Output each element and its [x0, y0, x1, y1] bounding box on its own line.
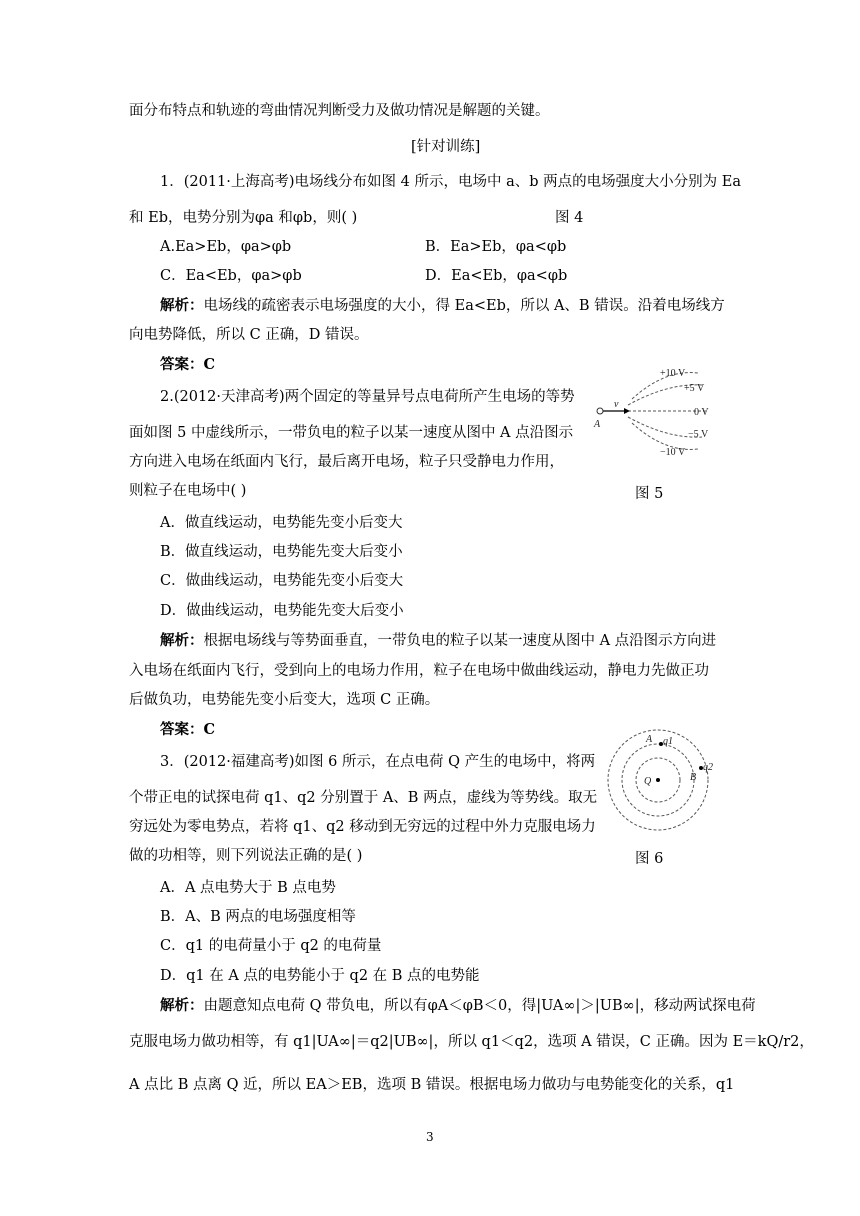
q3-line4: 做的功相等，则下列说法正确的是( )	[129, 848, 363, 864]
q3-analysis-text1: 由题意知点电荷 Q 带负电，所以有φA＜φB＜0，得|UA∞|＞|UB∞|，移动两试探电荷	[203, 998, 756, 1014]
q2-analysis-line2: 入电场在纸面内飞行，受到向上的电场力作用，粒子在电场中做曲线运动，静电力先做正功	[129, 663, 709, 679]
label-q: Q	[644, 776, 652, 787]
q2-option-b: B．做直线运动，电势能先变大后变小	[160, 544, 403, 560]
q2-answer: 答案：C	[160, 721, 216, 738]
label-q2: q2	[703, 762, 713, 773]
q3-line1: 3．(2012·福建高考)如图 6 所示，在点电荷 Q 产生的电场中，将两	[160, 754, 596, 770]
q2-line4: 则粒子在电场中( )	[129, 483, 247, 499]
q3-line3: 穷远处为零电势点，若将 q1、q2 移动到无穷远的过程中外力克服电场力	[129, 819, 596, 835]
q1-figure-caption: 图 4	[555, 210, 584, 226]
q1-analysis-line1	[160, 296, 725, 316]
q2-equipotential-figure	[590, 365, 730, 463]
q3-analysis-line1	[160, 996, 756, 1016]
q3-analysis-line2: 克服电场力做功相等，有 q1|UA∞|＝q2|UB∞|，所以 q1＜q2，选项 A 错误，C 正确。因为 E＝kQ/r2，	[129, 1034, 814, 1050]
label-plus10: +10 V	[660, 368, 686, 379]
q3-analysis-label: 解析：	[160, 997, 204, 1014]
page-number: 3	[426, 1130, 434, 1144]
label-point-b: B	[690, 772, 697, 783]
q1-line1: 1．(2011·上海高考)电场线分布如图 4 所示，电场中 a、b 两点的电场强度大小分别为 Ea	[160, 174, 741, 190]
q2-line2: 面如图 5 中虚线所示，一带负电的粒子以某一速度从图中 A 点沿图示	[129, 425, 574, 441]
q2-figure-caption: 图 5	[635, 486, 664, 502]
q3-point-charge-figure	[600, 722, 720, 842]
intro-line: 面分布特点和轨迹的弯曲情况判断受力及做功情况是解题的关键。	[129, 103, 550, 119]
q3-figure-caption: 图 6	[635, 851, 664, 867]
q1-answer: 答案：C	[160, 356, 216, 373]
velocity-arrowhead	[624, 408, 630, 414]
q3-option-b: B．A、B 两点的电场强度相等	[160, 909, 356, 925]
label-zero: 0 V	[694, 407, 709, 418]
q2-line1: 2.(2012·天津高考)两个固定的等量异号点电荷所产生电场的等势	[160, 389, 575, 405]
point-a-marker	[597, 408, 603, 414]
q3-option-a: A．A 点电势大于 B 点电势	[160, 880, 336, 896]
q2-option-d: D．做曲线运动，电势能先变大后变小	[160, 603, 404, 619]
q3-line2: 个带正电的试探电荷 q1、q2 分别置于 A、B 两点，虚线为等势线。取无	[129, 790, 598, 806]
q1-analysis-text1: 电场线的疏密表示电场强度的大小，得 Ea<Eb，所以 A、B 错误。沿着电场线方	[203, 298, 725, 314]
q2-analysis-line3: 后做负功，电势能先变小后变大，选项 C 正确。	[129, 692, 440, 708]
label-velocity: v	[614, 399, 619, 410]
label-point-a: A	[594, 419, 601, 430]
label-minus5: −5 V	[688, 429, 709, 440]
label-q1: q1	[663, 736, 673, 747]
q2-analysis-label: 解析：	[160, 632, 204, 649]
q3-analysis-line3: A 点比 B 点离 Q 近，所以 EA＞EB，选项 B 错误。根据电场力做功与电势能变化的关系，q1	[129, 1077, 735, 1093]
q1-analysis-line2: 向电势降低，所以 C 正确，D 错误。	[129, 327, 369, 343]
q1-option-b: B．Ea>Eb，φa<φb	[425, 239, 567, 255]
q1-line2: 和 Eb，电势分别为φa 和φb，则( )	[129, 210, 358, 226]
charge-q-marker	[656, 778, 660, 782]
q1-option-a: A.Ea>Eb，φa>φb	[160, 239, 292, 255]
q2-line3: 方向进入电场在纸面内飞行，最后离开电场，粒子只受静电力作用，	[129, 454, 564, 470]
q1-analysis-label: 解析：	[160, 297, 204, 314]
q1-option-c: C．Ea<Eb，φa>φb	[160, 268, 302, 284]
q2-analysis-line1	[160, 631, 716, 651]
label-point-a: A	[646, 734, 653, 745]
q1-option-d: D．Ea<Eb，φa<φb	[425, 268, 568, 284]
section-title: [针对训练]	[411, 139, 481, 155]
q2-analysis-text1: 根据电场线与等势面垂直，一带负电的粒子以某一速度从图中 A 点沿图示方向进	[203, 633, 717, 649]
q2-option-a: A．做直线运动，电势能先变小后变大	[160, 515, 403, 531]
q2-option-c: C．做曲线运动，电势能先变小后变大	[160, 573, 404, 589]
q3-option-c: C．q1 的电荷量小于 q2 的电荷量	[160, 938, 382, 954]
label-plus5: +5 V	[684, 383, 705, 394]
label-minus10: −10 V	[660, 447, 686, 458]
q3-option-d: D．q1 在 A 点的电势能小于 q2 在 B 点的电势能	[160, 968, 480, 984]
